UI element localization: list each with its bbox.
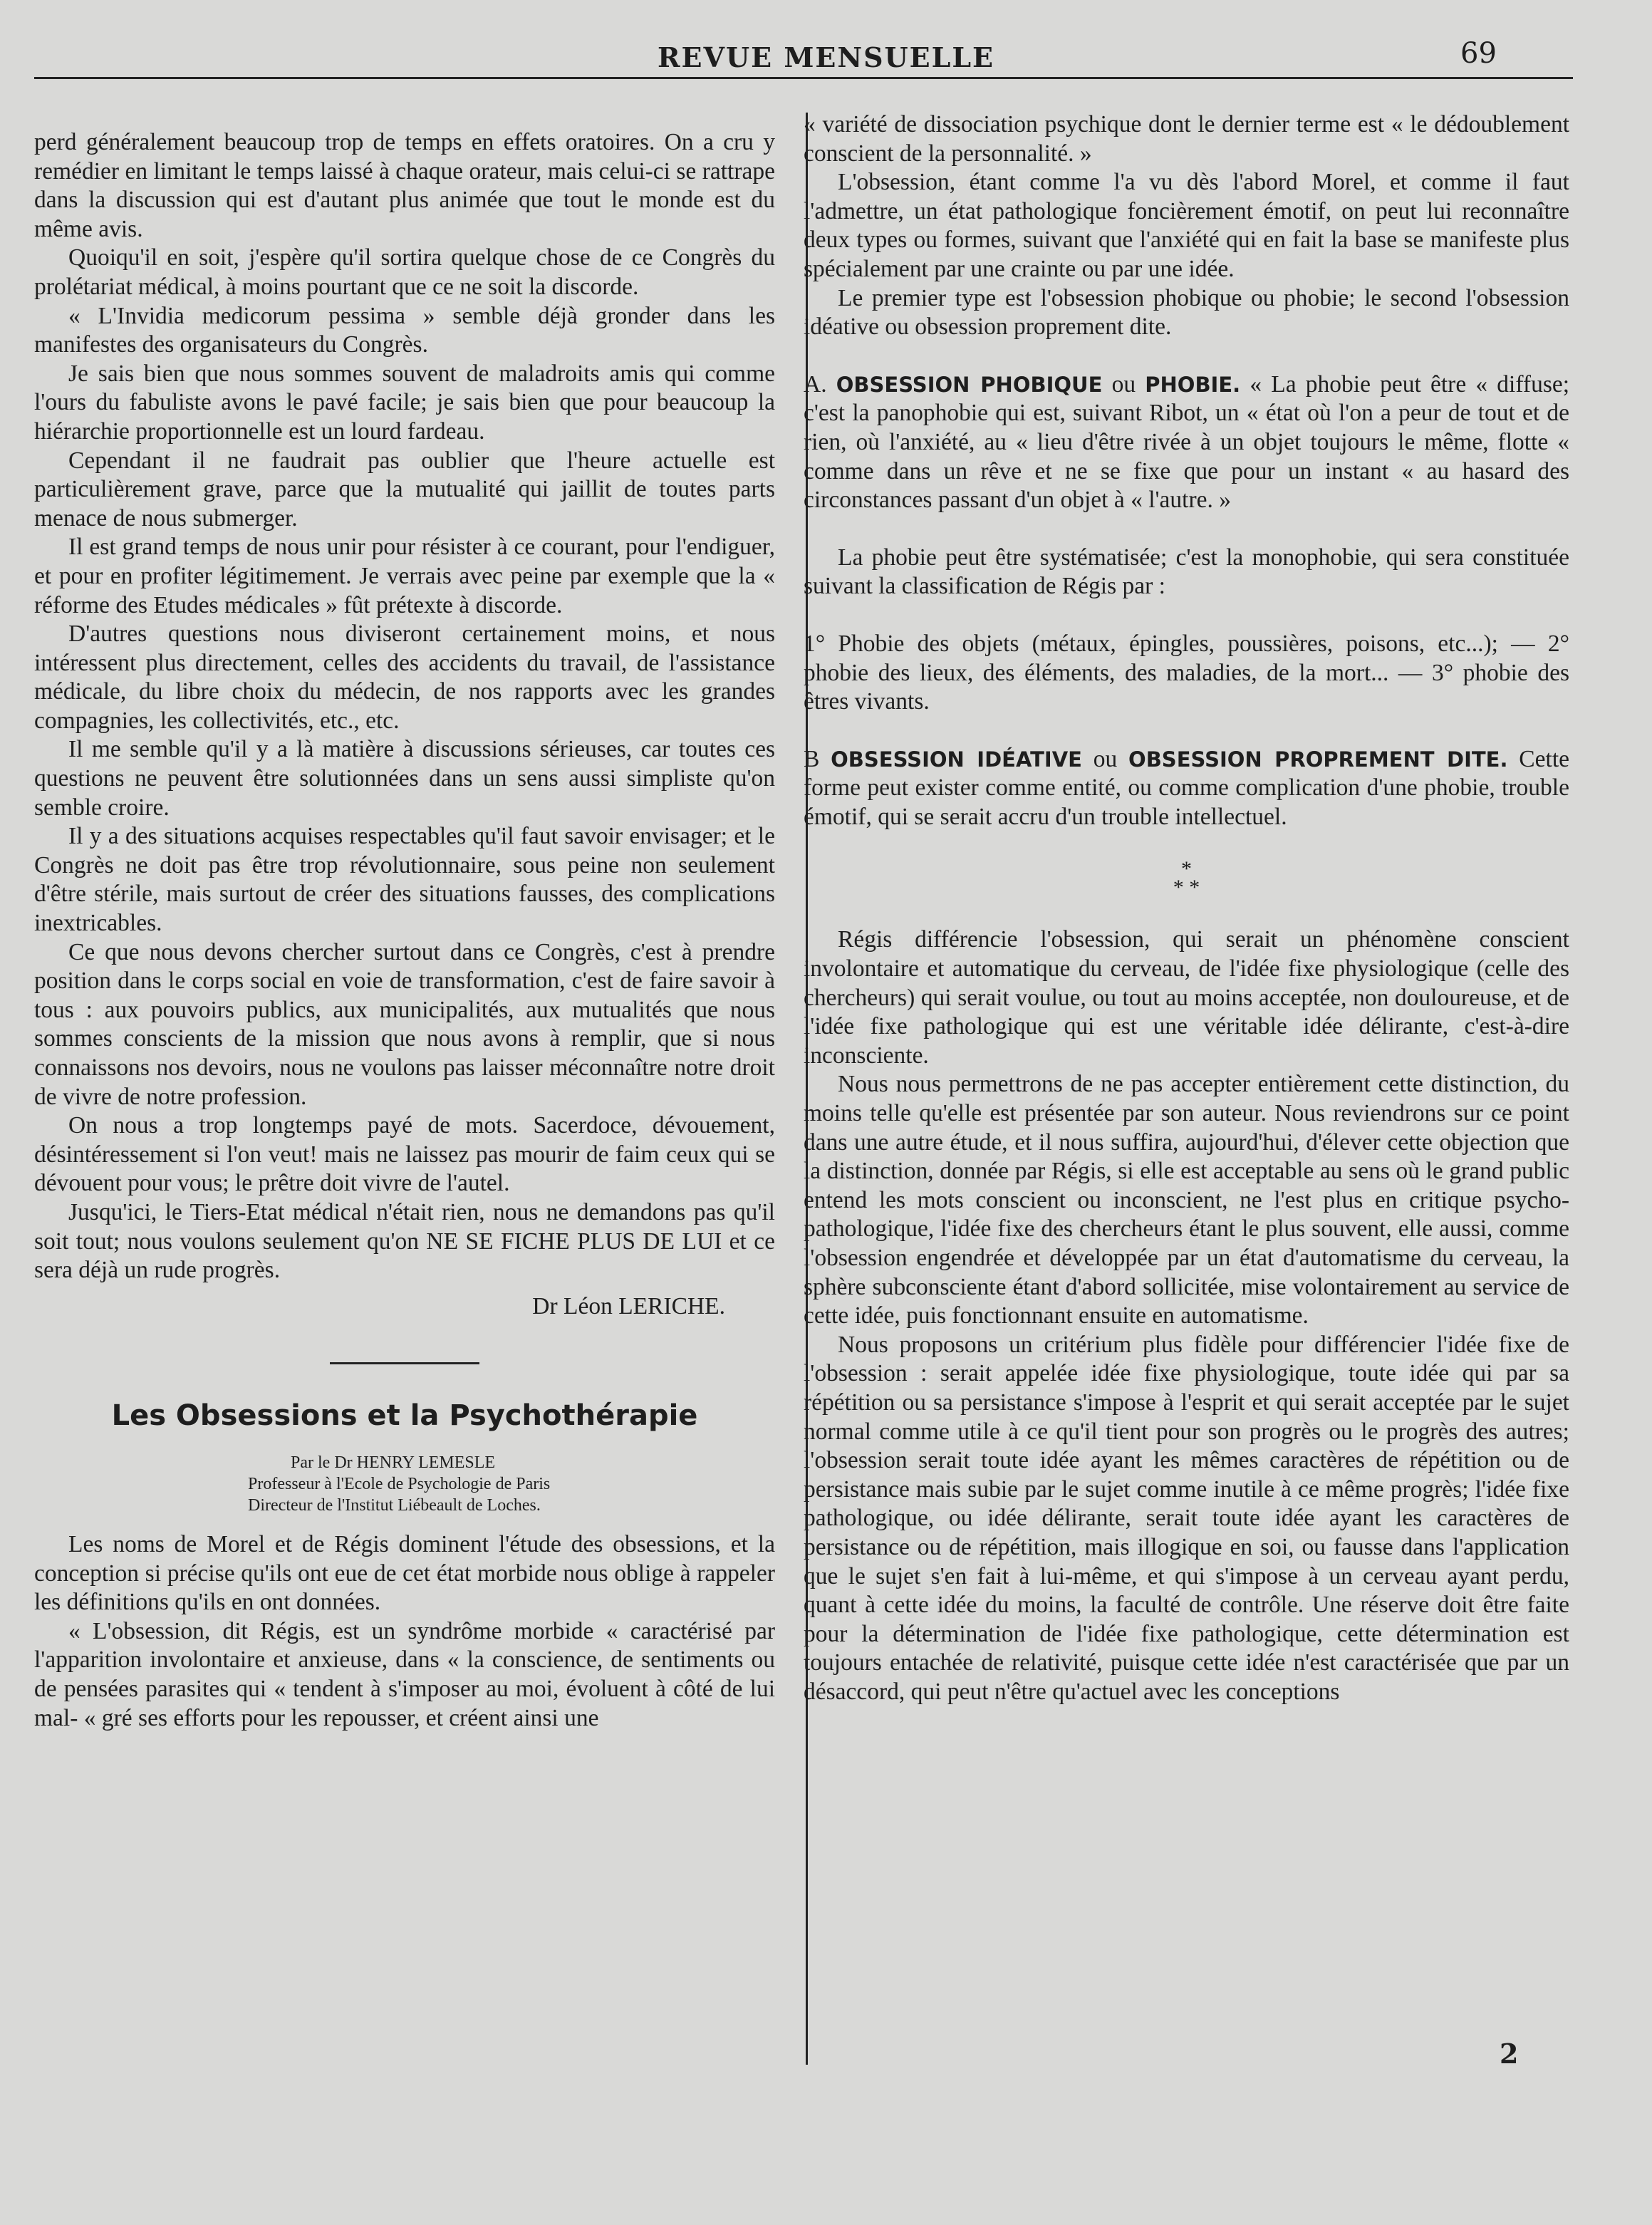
section-rule: [330, 1362, 479, 1364]
paragraph: Jusqu'ici, le Tiers-Etat médical n'était rien, nous ne demandons pas qu'il soit tout; nous voulons seulement qu'on NE SE FICHE PLUS DE LUI et ce sera déjà un rude progrès.: [34, 1198, 775, 1284]
paragraph: Nous proposons un critérium plus fidèle pour différencier l'idée fixe de l'obsession : serait appelée idée fixe physiologique, toute idée qui par sa répétition ou sa persistance s'impose à l'esprit et qui serait acceptée par le sujet normal comme utile à ce qu'il tient pour son progrès ou le progrès des autres; l'obsession serait toute idée ayant les mêmes caractères de répétition ou de persistance mais subie par le sujet comme inutile à ce même progrès; l'idée fixe pathologique, ou idée délirante, serait toute idée ayant les caractères de persistance ou de répétition, mais illogique en soi, ou fausse dans l'application que le sujet s'en fait à lui-même, et qui s'impose à un cerveau ayant perdu, quant à cette idée du moins, la faculté de contrôle. Une réserve doit être faite pour la détermination de l'idée fixe pathologique, cette détermination est toujours entachée de relativité, puisque cette idée n'est caractérisée que par un désaccord, qui peut n'être qu'actuel avec les conceptions: [804, 1331, 1569, 1705]
byline-author: Par le Dr HENRY LEMESLE: [291, 1453, 496, 1472]
right-column: [804, 110, 1569, 1707]
paragraph: Nous nous permettrons de ne pas accepter entièrement cette distinction, du moins telle qu'elle est présentée par son auteur. Nous reviendrons sur ce point dans une autre étude, et il nous suffira, aujourd'hui, d'élever cette objection que la distinction, donnée par Régis, si elle est acceptable au sens où le grand public entend les mots conscient ou inconscient, ne l'est plus en critique psycho-pathologique, l'idée fixe des chercheurs étant le plus souvent, elle aussi, comme l'obsession engendrée et développée par un état d'automatisme du cerveau, la sphère subconsciente étant d'abord sollicitée, mise volontairement au service de cette idée, puis fonctionnant ensuite en automatisme.: [804, 1071, 1569, 1329]
paragraph: « L'obsession, dit Régis, est un syndrôme morbide « caractérisé par l'apparition involontaire et anxieuse, dans « la conscience, de sentiments ou de pensées parasites qui « tendent à s'imposer au moi, évoluent à côté de lui mal- « gré ses efforts pour les repousser, et créent ainsi une: [34, 1617, 775, 1731]
section-a-text: « La phobie peut être « diffuse; c'est la panophobie qui est, suivant Ribot, un « état où l'on a peur de tout et de rien, où l'anxiété, au « lieu d'être rivée à un objet toujours le même, flotte « comme dans un rêve et ne se fixe que pour un instant « au hasard des circonstances passant d'un objet à « l'autre. »: [804, 370, 1570, 514]
byline-role: Professeur à l'Ecole de Psychologie de Paris: [248, 1474, 551, 1493]
page-header-title: REVUE MENSUELLE: [657, 41, 995, 73]
paragraph: Je sais bien que nous sommes souvent de maladroits amis qui comme l'ours du fabuliste avons le pavé facile; je sais bien que pour beaucoup la hiérarchie proportionnelle est un lourd fardeau.: [34, 360, 775, 445]
paragraph: Quoiqu'il en soit, j'espère qu'il sortira quelque chose de ce Congrès du prolétariat médical, à moins pourtant que ce ne soit la discorde.: [34, 244, 775, 300]
paragraph: perd généralement beaucoup trop de temps en effets oratoires. On a cru y remédier en limitant le temps laissé à chaque orateur, mais celui-ci se rattrape dans la discussion qui est d'autant plus animée que tout le monde est du même avis.: [34, 129, 775, 242]
section-a: [804, 370, 1569, 515]
section-b-text: Cette forme peut exister comme entité, ou comme complication d'une phobie, trouble émotif, qui se serait accru d'un trouble intellectuel.: [804, 745, 1569, 830]
paragraph: « L'Invidia medicorum pessima » semble déjà gronder dans les manifestes des organisateurs du Congrès.: [34, 302, 775, 358]
paragraph: Il me semble qu'il y a là matière à discussions sérieuses, car toutes ces questions ne peuvent être solutionnées dans un sens aussi simpliste qu'on semble croire.: [34, 736, 775, 821]
paragraph: L'obsession, étant comme l'a vu dès l'abord Morel, et comme il faut l'admettre, un état pathologique foncièrement émotif, on peut lui reconnaître deux types ou formes, suivant que l'anxiété qui en fait la base se manifeste plus spécialement par une crainte ou par une idée.: [804, 169, 1569, 282]
section-b-label: B: [804, 745, 820, 772]
section-a-heading: OBSESSION PHOBIQUE: [836, 372, 1103, 397]
section-a-connector: ou: [1111, 370, 1136, 398]
left-column: [34, 128, 775, 1733]
paragraph: Il y a des situations acquises respectables qu'il faut savoir envisager; et le Congrès ne doit pas être trop révolutionnaire, sous peine non seulement d'être stérile, mais surtout de créer des situations fausses, des complications inextricables.: [34, 823, 775, 937]
paragraph: La phobie peut être systématisée; c'est la monophobie, qui sera constituée suivant la classification de Régis par :: [804, 544, 1569, 600]
section-a-label: A.: [804, 370, 827, 398]
page-number: 69: [1460, 37, 1497, 70]
author-signature: Dr Léon LERICHE.: [532, 1292, 725, 1319]
paragraph: Régis différencie l'obsession, qui serait un phénomène conscient involontaire et automatique du cerveau, de l'idée fixe physiologique (celle des chercheurs) qui serait voulue, ou tout au moins acceptée, non douloureuse, et de l'idée fixe pathologique qui est une véritable idée délirante, c'est-à-dire inconsciente.: [804, 926, 1569, 1069]
paragraph: Le premier type est l'obsession phobique ou phobie; le second l'obsession idéative ou obsession proprement dite.: [804, 284, 1569, 341]
paragraph: « variété de dissociation psychique dont le dernier terme est « le dédoublement conscient de la personnalité. »: [804, 111, 1569, 167]
signature-number: 2: [1500, 2038, 1519, 2070]
article-title: Les Obsessions et la Psychothérapie: [111, 1399, 698, 1433]
phobia-list: 1° Phobie des objets (métaux, épingles, poussières, poisons, etc...); — 2° phobie des lieux, des éléments, des maladies, de la mort... — 3° phobie des êtres vivants.: [804, 630, 1569, 715]
paragraph: D'autres questions nous diviseront certainement moins, et nous intéressent plus directement, celles des accidents du travail, de l'assistance médicale, du libre choix du médecin, de nos rapports avec les grandes compagnies, les collectivités, etc., etc.: [34, 621, 775, 734]
section-a-heading-2: PHOBIE.: [1145, 372, 1241, 397]
byline-role: Directeur de l'Institut Liébeault de Loches.: [248, 1495, 541, 1515]
section-stars: * * *: [1173, 857, 1200, 900]
header-rule: [34, 77, 1573, 79]
paragraph: On nous a trop longtemps payé de mots. Sacerdoce, dévouement, désintéressement si l'on veut! mais ne laissez pas mourir de faim ceux qui se dévouent pour vous; le prêtre doit vivre de l'autel.: [34, 1112, 775, 1197]
article-byline: [212, 1452, 775, 1516]
section-b-heading-2: OBSESSION PROPREMENT DITE.: [1128, 747, 1508, 772]
paragraph: Cependant il ne faudrait pas oublier que l'heure actuelle est particulièrement grave, parce que la mutualité qui jaillit de toutes parts menace de nous submerger.: [34, 447, 775, 531]
paragraph: Les noms de Morel et de Régis dominent l'étude des obsessions, et la conception si précise qu'ils ont eue de cet état morbide nous oblige à rappeler les définitions qu'ils en ont données.: [34, 1530, 775, 1616]
paragraph: Il est grand temps de nous unir pour résister à ce courant, pour l'endiguer, et pour en profiter légitimement. Je verrais avec peine par exemple que la « réforme des Etudes médicales » fût prétexte à discorde.: [34, 534, 775, 618]
paragraph: Ce que nous devons chercher surtout dans ce Congrès, c'est à prendre position dans le corps social en voie de transformation, c'est de faire savoir à tous : aux pouvoirs publics, aux municipalités, aux mutualités que nous sommes conscients de la mission que nous avons à remplir, que si nous connaissons nos devoirs, nous ne voulons pas laisser méconnaître notre droit de vivre de notre profession.: [34, 938, 775, 1110]
section-b-connector: ou: [1093, 745, 1118, 772]
section-b: [804, 745, 1569, 832]
section-b-heading: OBSESSION IDÉATIVE: [831, 747, 1082, 772]
